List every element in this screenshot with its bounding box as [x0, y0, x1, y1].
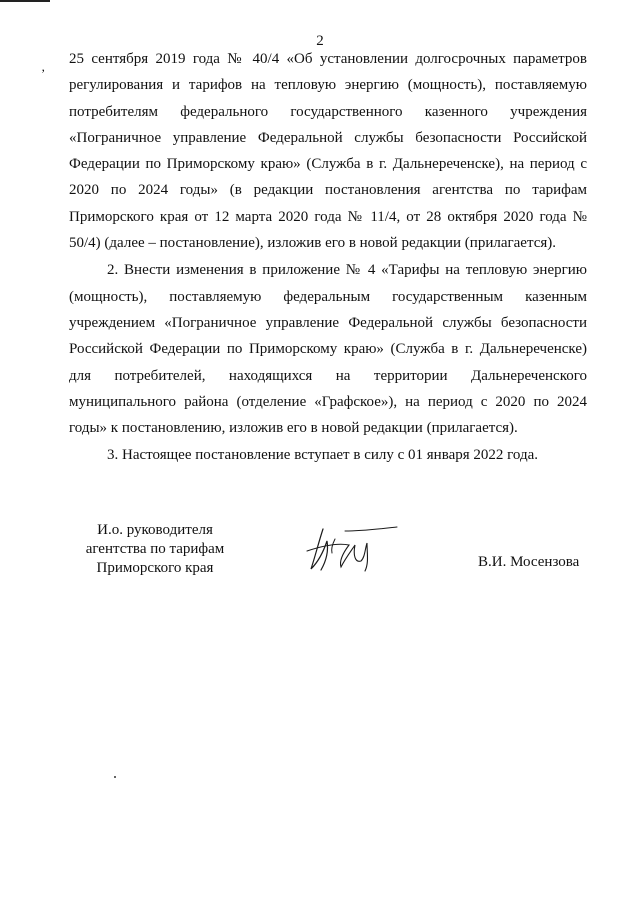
signer-title-line-2: агентства по тарифам — [85, 541, 225, 557]
signer-title-line-3: Приморского края — [96, 560, 214, 576]
scan-speck — [114, 776, 116, 778]
paragraph-2: 2. Внести изменения в приложение № 4 «Тарифы на тепловую энергию (мощность), поставляемую федеральным государственным казенным учреждением «Пограничное управление Федеральной службы безопасности Российской Федерации по Приморскому краю» (Служба в г. Дальнереченске) для потребителей, находящихся на территории Дальнереченского муниципального района (отделение «Графское»), на период с 2020 по 2024 годы» к постановлению, изложив его в новой редакции (прилагается). — [69, 262, 587, 437]
paragraph-1: 25 сентября 2019 года № 40/4 «Об установлении долгосрочных параметров регулирования и тарифов на тепловую энергию (мощность), поставляемую потребителям федерального государственного казенного учреждения «Пограничное управление Федеральной службы безопасности Российской Федерации по Приморскому краю» (Служба в г. Дальнереченске), на период с 2020 по 2024 годы» (в редакции постановления агентства по тарифам Приморского края от 12 марта 2020 года № 11/4, от 28 октября 2020 года № 50/4) (далее – постановление), изложив его в новой редакции (прилагается). — [69, 51, 587, 252]
document-body — [69, 46, 587, 469]
signer-title — [80, 521, 230, 578]
signer-title-line-1: И.о. руководителя — [97, 522, 213, 538]
scan-edge-mark — [0, 0, 50, 2]
margin-mark: ‚ — [41, 59, 46, 74]
page-number: 2 — [316, 33, 324, 49]
paragraph-3: 3. Настоящее постановление вступает в силу с 01 января 2022 года. — [107, 447, 539, 464]
signer-name: В.И. Мосензова — [478, 554, 580, 570]
handwritten-signature — [305, 523, 405, 573]
